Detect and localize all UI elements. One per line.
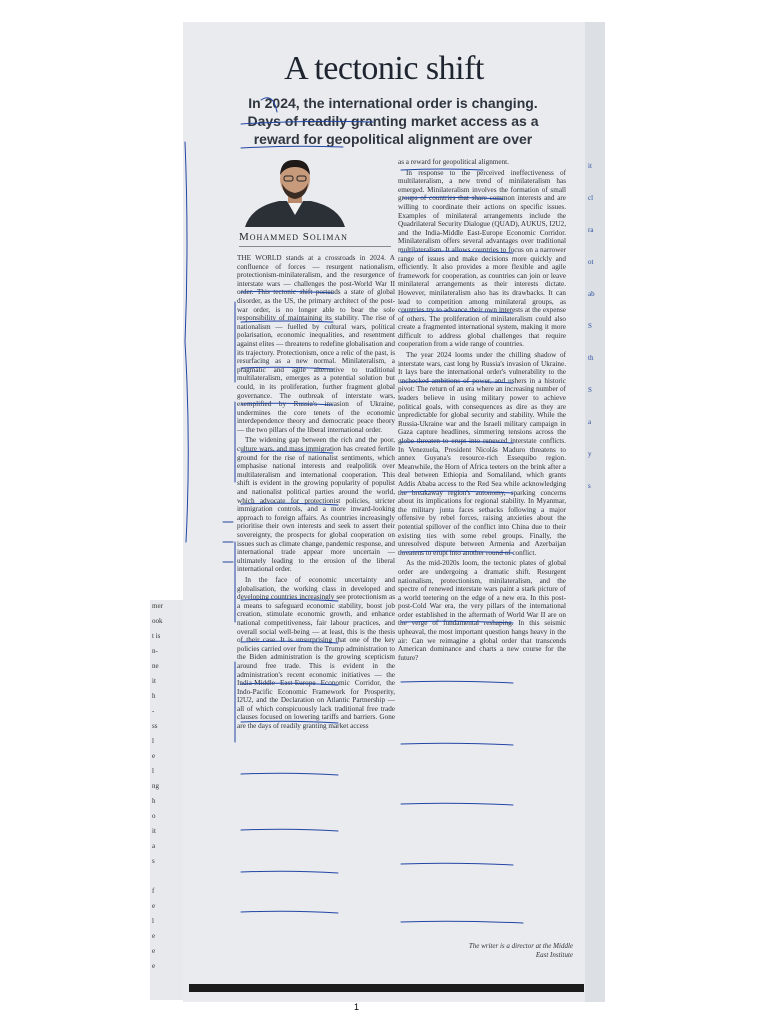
left-margin-fragment: ne xyxy=(152,662,159,670)
left-margin-fragment: - xyxy=(152,707,155,715)
left-margin-fragment: l xyxy=(152,767,154,775)
newspaper-clipping-photo xyxy=(183,22,585,1002)
left-margin-fragment: s xyxy=(152,857,155,865)
left-margin-fragment: ook xyxy=(152,617,163,625)
article-standfirst: In 2024, the international order is changing. Days of readily granting market access as a reward for geopolitical alignment are over xyxy=(247,95,539,147)
left-margin-fragment: ng xyxy=(152,782,159,790)
left-margin-fragment: e xyxy=(152,752,156,760)
paragraph: As the mid-2020s loom, the tectonic plates of global order are undergoing a dramatic shift. Resurgent nationalism, protectionism, minilateralism, and the spectre of renewed interstate wars paint a stark picture of a world teetering on the edge of a new era. In this post-post-Cold War era, the very pillars of the international order established in the aftermath of World War II are on the verge of fundamental reshaping. In this seismic upheaval, the most important question hangs heavy in the air: Can we reimagine a global order that transcends American dominance and charts a new course for the future? xyxy=(398,559,566,662)
right-margin-fragment: ab xyxy=(588,290,595,298)
left-margin-fragment: h xyxy=(152,797,156,805)
paragraph: THE WORLD stands at a crossroads in 2024. A confluence of forces — resurgent nationalism, protectionism-minilateralism, and the resurgence of interstate wars — challenges the post-World War II order. This tectonic shift portends a state of global disorder, as the US, the primary architect of the post-war order, is no longer able to bear the sole responsibility of maintaining its stability. The rise of nationalism — fuelled by cultural wars, political polarisation, economic inequalities, and resentment against elites — threatens to redefine globalisation and its trajectory. Protectionism, once a relic of the past, is resurfacing as a new normal. Minilateralism, a pragmatic and agile alternative to traditional multilateralism, emerges as a potential solution but could, in its proliferation, further fragment global governance. The outbreak of interstate wars, exemplified by Russia's invasion of Ukraine, undermines the core tenets of the economic interdependence theory and democratic peace theory — the two pillars of the liberal international order. xyxy=(237,254,395,434)
left-margin-fragment: e xyxy=(152,932,156,940)
author-byline: Mohammed Soliman xyxy=(239,231,391,247)
author-portrait-image xyxy=(239,155,351,227)
article-column-left xyxy=(237,254,395,954)
right-margin-fragment: y xyxy=(588,450,592,458)
page-number: 1 xyxy=(354,1002,360,1012)
left-margin-fragment: it xyxy=(152,827,156,835)
right-margin-fragment: s xyxy=(588,482,591,490)
article-headline: A tectonic shift xyxy=(284,50,484,87)
right-margin-fragment: it xyxy=(588,162,592,170)
adjacent-page-left-margin xyxy=(150,600,183,1000)
right-margin-fragment: th xyxy=(588,354,594,362)
bottom-rule xyxy=(189,984,584,992)
right-margin-fragment: a xyxy=(588,418,592,426)
left-margin-fragment: e xyxy=(152,902,156,910)
left-margin-fragment: e xyxy=(152,947,156,955)
left-margin-fragment: l xyxy=(152,737,154,745)
left-margin-fragment: it xyxy=(152,677,156,685)
right-margin-fragment: S xyxy=(588,386,592,394)
left-margin-fragment: ss xyxy=(152,722,158,730)
right-margin-fragment: cl xyxy=(588,194,594,202)
left-margin-fragment: a xyxy=(152,842,156,850)
left-margin-fragment: n- xyxy=(152,647,158,655)
paragraph: In response to the perceived ineffectiveness of multilateralism, a new trend of minilateralism has emerged. Minilateralism involves the formation of small groups of countries that share common interests and are willing to coordinate their actions on specific issues. Examples of minilateral arrangements include the Quadrilateral Security Dialogue (QUAD), AUKUS, I2U2, and the India-Middle East-Europe Economic Corridor. Minilateralism offers several advantages over traditional multilateralism. It allows countries to focus on a narrower range of issues and make decisions more quickly and efficiently. It also provides a more flexible and agile framework for cooperation, as countries can join or leave minilateral arrangements as their interests dictate. However, minilateralism also has its drawbacks. It can lead to competition among minilateral groups, as countries try to advance their own interests at the expense of others. The proliferation of minilateralism could also create a fragmented international system, making it more difficult to address global challenges that require cooperation from a wide range of countries. xyxy=(398,168,566,349)
left-margin-fragment: f xyxy=(152,887,155,895)
right-margin-fragment: ra xyxy=(588,226,594,234)
left-margin-fragment: o xyxy=(152,812,156,820)
paragraph: as a reward for geopolitical alignment. xyxy=(398,158,509,166)
left-margin-fragment: mer xyxy=(152,602,163,610)
author-portrait xyxy=(239,155,351,227)
article-column-right xyxy=(398,158,566,938)
left-margin-fragment: l xyxy=(152,917,154,925)
left-margin-fragment: e xyxy=(152,962,156,970)
paragraph: In the face of economic uncertainty and globalisation, the working class in developed and developing countries increasingly see protectionism as a means to safeguard economic stability, boost job creation, stimulate economic growth, and enhance national competitiveness, fair labour practices, and overall social well-being — at least, this is the thesis of their case. It is unsurprising that one of the key policies carried over from the Trump administration to the Biden administration is the growing scepticism around free trade. This is evident in the administration's recent economic initiatives — the India-Middle East-Europe Economic Corridor, the Indo-Pacific Economic Framework for Prosperity, I2U2, and the Declaration on Atlantic Partnership — all of which conspicuously lack traditional free trade clauses focused on lowering tariffs and barriers. Gone are the days of readily granting market access xyxy=(237,575,395,731)
paragraph: The year 2024 looms under the chilling shadow of interstate wars, cast long by Russia's invasion of Ukraine. It lays bare the international order's vulnerability to the unchecked ambitions of power, and ushers in a historic pivot: The return of an era where an increasing number of leaders believe in using military power to achieve political goals, with consequences as dire as they are unpredictable for global security and stability. While the Russia-Ukraine war and the Israeli military campaign in Gaza capture headlines, simmering tensions across the globe threaten to erupt into renewed interstate conflicts. In Venezuela, President Nicolás Maduro threatens to annex Guyana's resource-rich Essequibo region. Meanwhile, the Horn of Africa teeters on the brink after a deal between Ethiopia and Somaliland, which grants Addis Ababa access to the Red Sea while acknowledging the breakaway region's autonomy, sparking concerns about its implications for regional stability. In Myanmar, the military junta faces setbacks following a major offensive by rebel forces, raising anxieties about the potential spillover of the conflict into China due to their existing ties with some rebel groups. Finally, the unresolved dispute between Armenia and Azerbaijan threatens to erupt into another round of conflict. xyxy=(398,351,566,557)
left-margin-fragment: t is xyxy=(152,632,161,640)
author-signoff: The writer is a director at the Middle East Institute xyxy=(468,942,573,959)
right-margin-fragment: ot xyxy=(588,258,594,266)
left-margin-fragment: h xyxy=(152,692,156,700)
right-margin-fragment: S xyxy=(588,322,592,330)
adjacent-page-right-margin xyxy=(585,22,605,1002)
paragraph: The widening gap between the rich and the poor, culture wars, and mass immigration has created fertile ground for the rise of nationalist sentiments, which emphasise national interests and realpolitik over multilateralism and international cooperation. This shift is evident in the growing popularity of populist and nationalist political parties around the world, which advocate for protectionist policies, stricter immigration controls, and a more inward-looking approach to foreign affairs. As countries increasingly prioritise their own interests and seek to assert their sovereignty, the prospects for global cooperation on issues such as climate change, pandemic response, and international trade appear more uncertain — ultimately leading to the erosion of the liberal international order. xyxy=(237,436,395,574)
